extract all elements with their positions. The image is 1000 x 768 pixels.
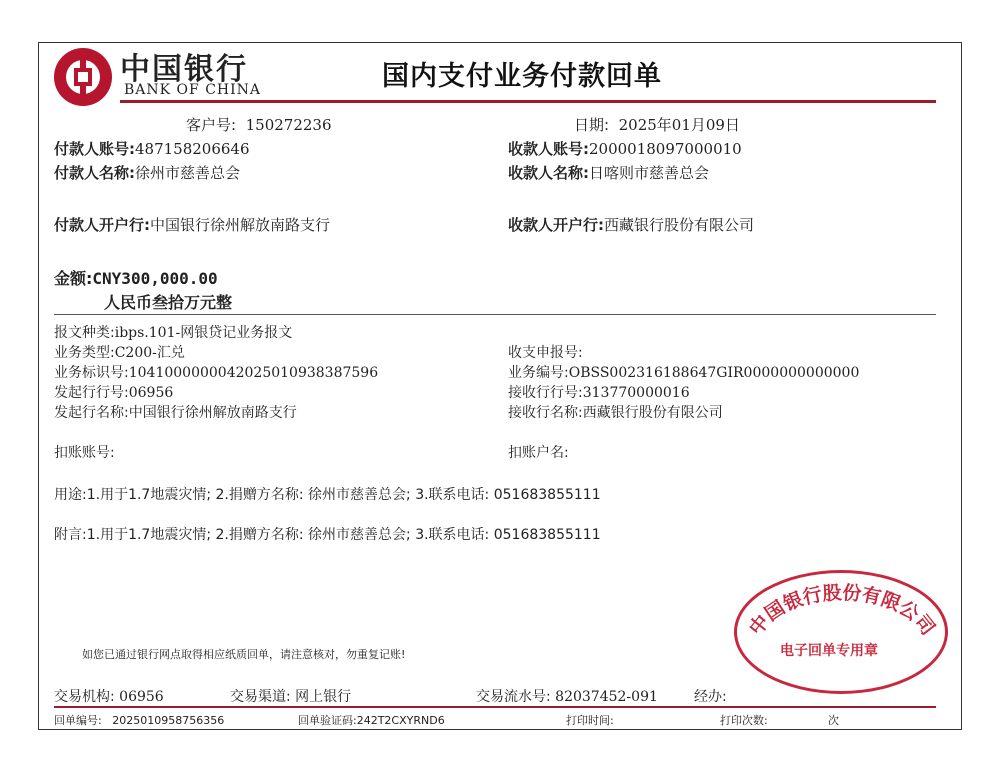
amount-label: 金额: — [54, 269, 93, 288]
biz-type-label: 业务类型: — [54, 345, 115, 361]
verify-label: 回单验证码: — [298, 714, 357, 727]
biz-no-value: OBSS002316188647GIR0000000000000 — [568, 365, 860, 381]
amount-row — [54, 266, 218, 289]
bank-name-en: BANK OF CHINA — [124, 82, 262, 98]
debit-name-row — [508, 442, 569, 462]
payer-name-value: 徐州市慈善总会 — [135, 164, 241, 182]
receipt-no-label: 回单编号: — [54, 714, 102, 727]
declare-no-label: 收支申报号: — [508, 345, 583, 361]
purpose-row — [54, 484, 601, 504]
purpose-label: 用途: — [54, 487, 87, 503]
payer-account-value: 487158206646 — [135, 140, 250, 158]
org-label: 交易机构: — [54, 689, 115, 705]
serial-value: 82037452-091 — [555, 689, 658, 705]
send-bank-no-row — [54, 382, 173, 402]
payee-name-value: 日喀则市慈善总会 — [589, 164, 710, 182]
payee-bank-value: 西藏银行股份有限公司 — [604, 216, 755, 234]
send-bank-name-value: 中国银行徐州解放南路支行 — [128, 405, 297, 421]
biz-id-label: 业务标识号: — [54, 365, 129, 381]
send-bank-name-row — [54, 402, 297, 422]
payer-bank-label: 付款人开户行: — [54, 216, 150, 234]
channel-value: 网上银行 — [295, 689, 352, 705]
handler-label: 经办: — [694, 689, 727, 705]
recv-bank-no-value: 313770000016 — [582, 385, 690, 401]
payee-account-value: 2000018097000010 — [589, 140, 742, 158]
receipt-no-value: 2025010958756356 — [112, 714, 225, 727]
send-bank-no-label: 发起行行号: — [54, 385, 129, 401]
biz-id-value: 104100000004202501093838759​6 — [128, 365, 379, 381]
customer-no-label: 客户号: — [186, 116, 237, 134]
recv-bank-name-label: 接收行名称: — [508, 405, 583, 421]
payee-bank-row — [508, 214, 754, 235]
postscript-row — [54, 524, 601, 544]
date-label: 日期: — [574, 116, 610, 134]
payee-name-row — [508, 162, 709, 183]
purpose-value: 1.用于1.7地震灾情; 2.捐赠方名称: 徐州市慈善总会; 3.联系电话: 051683855111 — [86, 487, 601, 503]
payer-bank-row — [54, 214, 330, 235]
amount-value: CNY300,000.00 — [92, 269, 218, 288]
recv-bank-name-row — [508, 402, 723, 422]
amount-in-words: 人民币叁拾万元整 — [104, 293, 233, 312]
svg-text:中国银行股份有限公司: 中国银行股份有限公司 — [745, 581, 939, 640]
date-value: 2025年01月09日 — [618, 116, 740, 134]
bank-name-cn: 中国银行 — [120, 52, 248, 87]
stamp-center-text: 电子回单专用章 — [780, 643, 878, 659]
send-bank-name-label: 发起行名称: — [54, 405, 129, 421]
print-count-unit: 次 — [828, 714, 839, 727]
receipt-no-row — [54, 712, 224, 728]
print-time-label: 打印时间: — [566, 714, 614, 727]
org-value: 06956 — [119, 689, 164, 705]
footer-divider — [54, 706, 936, 708]
header-divider — [120, 100, 936, 103]
verify-value: 242T2CXYRND6 — [356, 714, 445, 727]
biz-no-row — [508, 362, 859, 382]
payer-bank-value: 中国银行徐州解放南路支行 — [150, 216, 331, 234]
payee-account-label: 收款人账号: — [508, 140, 589, 158]
print-count-label: 打印次数: — [720, 714, 768, 727]
channel-label: 交易渠道: — [230, 689, 291, 705]
customer-no-value: 150272236 — [245, 116, 332, 134]
msg-type-row — [54, 322, 292, 342]
payer-account-row — [54, 138, 250, 159]
msg-type-value: ibps.101-网银贷记业务报文 — [114, 325, 293, 341]
payer-name-row — [54, 162, 240, 183]
amount-divider — [54, 314, 936, 315]
recv-bank-no-label: 接收行行号: — [508, 385, 583, 401]
serial-label: 交易流水号: — [476, 689, 551, 705]
debit-account-row — [54, 442, 115, 462]
payee-bank-label: 收款人开户行: — [508, 216, 604, 234]
customer-no-row — [186, 114, 332, 135]
postscript-label: 附言: — [54, 527, 87, 543]
biz-id-row — [54, 362, 378, 382]
channel-row — [230, 686, 351, 706]
biz-type-row — [54, 342, 185, 362]
payer-name-label: 付款人名称: — [54, 164, 135, 182]
msg-type-label: 报文种类: — [54, 325, 115, 341]
payee-account-row — [508, 138, 742, 159]
debit-account-label: 扣账账号: — [54, 445, 115, 461]
payer-account-label: 付款人账号: — [54, 140, 135, 158]
payee-name-label: 收款人名称: — [508, 164, 589, 182]
recv-bank-name-value: 西藏银行股份有限公司 — [582, 405, 723, 421]
notice-text: 如您已通过银行网点取得相应纸质回单，请注意核对，勿重复记账! — [82, 648, 406, 661]
biz-no-label: 业务编号: — [508, 365, 569, 381]
send-bank-no-value: 06956 — [128, 385, 174, 401]
bank-logo-icon — [54, 48, 112, 106]
date-row — [574, 114, 740, 135]
serial-row — [476, 686, 658, 706]
page-title: 国内支付业务付款回单 — [382, 61, 662, 92]
stamp-arc-text — [734, 570, 948, 694]
verify-row — [298, 712, 445, 728]
debit-name-label: 扣账户名: — [508, 445, 569, 461]
recv-bank-no-row — [508, 382, 690, 402]
biz-type-value: C200-汇兑 — [114, 345, 185, 361]
postscript-value: 1.用于1.7地震灾情; 2.捐赠方名称: 徐州市慈善总会; 3.联系电话: 051683855111 — [86, 527, 601, 543]
declare-no-row — [508, 342, 583, 362]
org-row — [54, 686, 164, 706]
